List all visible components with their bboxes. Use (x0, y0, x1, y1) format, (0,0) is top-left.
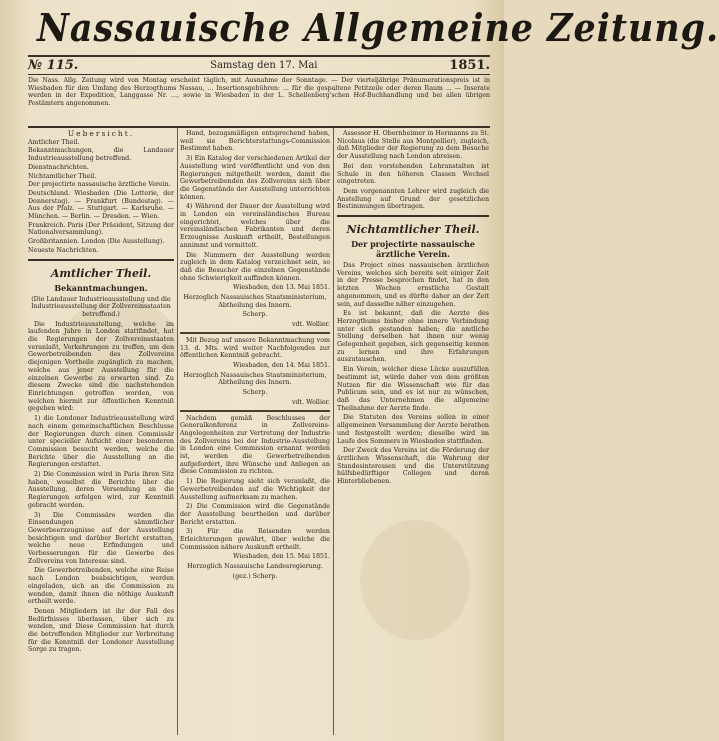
section-heading-official: Amtlicher Theil. (50, 266, 152, 280)
signature-place: Wiesbaden, den 14. Mai 1851. (232, 361, 330, 369)
article-paragraph: Das Project eines nassauischen ärztlichen Vereins, welches sich bereits seit einiger Zeit in der Presse besprochen findet, hat in den letzten Wochen ernstliche Gestalt angenommen, und es dürfte daher an der Zeit sein, auf dasselbe näher einzugehen. (337, 262, 489, 308)
column-divider (177, 128, 178, 735)
issue-date: Samstag den 17. Mai (210, 59, 318, 71)
intro-rule (28, 126, 490, 128)
section-rule (337, 215, 489, 217)
article-paragraph: 2) Die Commission wird in Paris ihren Sitz haben, woselbst die Berichte über die Ausstellung, deren Versendung an die Regierungen erfolgen wird, zur Kenntniß gebracht werden. (28, 471, 174, 509)
column-1 (28, 130, 174, 735)
column-3 (337, 130, 489, 735)
toc-title: Uebersicht. (67, 129, 135, 138)
column-divider (333, 128, 334, 735)
article-paragraph: Nachdem gemäß Beschlusses der Generalkonferenz in Zollvereins-Angelegenheiten zur Vertretung der Industrie des Zollvereins bei der Industrie-Ausstellung in London eine Commission ernannt worden ist, werden die Gewerbetreibenden aufgefordert, ihre Wünsche und Anliegen an diese Commission zu richten. (180, 414, 330, 476)
signature-office: Herzoglich Nassauisches Staatsministerium, Abtheilung des Innern. (183, 294, 327, 309)
column-2 (180, 130, 330, 735)
signature-place: Wiesbaden, den 15. Mai 1851. (232, 553, 330, 561)
article-paragraph: Die Statuten des Vereins sollen in einer allgemeinen Versammlung der Aerzte berathen und festgestellt werden; dieselbe wird im Laufe des Sommers in Wiesbaden stattfinden. (337, 414, 489, 445)
divider (180, 410, 330, 412)
section-heading-unofficial: Nichtamtlicher Theil. (346, 223, 480, 237)
issue-line (28, 57, 490, 73)
signature-office: Herzoglich Nassauisches Staatsministerium, Abtheilung des Innern. (183, 371, 327, 387)
signature-name: (gez.) Scherp. (232, 572, 278, 580)
announcements-heading: Bekanntmachungen. (54, 282, 148, 293)
issue-number: № 115. (28, 57, 79, 73)
announcement-note: (Die Landauer Industrieausstellung und die Industrieausstellung der Zollvereinsstaaten betreffend.) (31, 295, 171, 318)
masthead-title: Nassauische Allgemeine Zeitung. (37, 5, 719, 50)
article-paragraph: Ein Verein, welcher diese Lücke auszufüllen bestimmt ist, würde daher von dem größten Nutzen für die Wissenschaft wie für das Publicum sein, und es ist nur zu wünschen, daß das Unternehmen die allgemeine Theilnahme der Aerzte finde. (337, 366, 489, 412)
subscription-info: Die Nass. Allg. Zeitung wird von Montag erscheint täglich, mit Ausnahme der Sonntage. — Der vierteljährige Pränumerationspreis ist in Wiesbaden für den Umfang des Herzogthums Nassau, ... Insertionsgebühren: ... für die gespaltene Petitzeile oder deren Raum ... — Inserate werden in der Expedition, Langgasse Nr. ..., sowie in Wiesbaden in der L. Schellenberg'schen Hof-Buchhandlung und bei allen übrigen Postämtern angenommen. (28, 77, 490, 107)
divider (180, 332, 330, 334)
signature-secretary: vdt. Wollier. (291, 321, 330, 329)
article-paragraph: 1) die Londoner Industrieausstellung wird nach einem gemeinschaftlichen Beschlusse der Regierungen durch einen Commissär unter specieller Aufsicht einer besonderen Commission besucht werden, welche die Berichte über die Ausstellung an die Regierungen erstattet. (28, 415, 174, 469)
issue-rule (28, 74, 490, 75)
table-of-contents (28, 130, 174, 255)
issue-year: 1851. (449, 57, 490, 73)
article-paragraph: 3) Ein Katalog der verschiedenen Artikel der Ausstellung wird veröffentlicht und von den Regierungen mitgetheilt werden, damit die Gewerbetreibenden des Zollvereins sich über die Gegenstände der Ausstellung unterrichten können. (180, 155, 330, 201)
article-paragraph: Die Nummern der Ausstellung werden zugleich in dem Katalog verzeichnet sein, so daß die Besucher die einzelnen Gegenstände ohne Schwierigkeit auffinden können. (180, 251, 330, 282)
signature-place: Wiesbaden, den 13. Mai 1851. (232, 284, 330, 292)
toc-item: Großbritannien. London (Die Ausstellung). (28, 238, 165, 246)
signature-name: Scherp. (242, 311, 268, 319)
article-paragraph: Bei den vorstehenden Lehranstalten ist Schule in den höheren Classen Wechsel eingetreten. (337, 162, 489, 186)
toc-item: Bekanntmachungen, die Landauer Industrieausstellung betreffend. (28, 147, 174, 163)
article-paragraph: Die Gewerbetreibenden, welche eine Reise nach London beabsichtigen, werden eingeladen, sich an die Commission zu wenden, damit ihnen die nöthige Auskunft ertheilt werde. (28, 567, 174, 606)
article-paragraph: 3) Die Commissäre werden die Einsendungen sämmtlicher Gewerbeerzeugnisse auf der Ausstellung besichtigen und darüber Bericht erstatten, welche neue Erfindungen und Verbesserungen für die Gewerbe des Zollvereins von Interesse sind. (28, 511, 174, 565)
article-paragraph: Der Zweck des Vereins ist die Förderung der ärztlichen Wissenschaft, die Wahrung der Standesinteressen und die Unterstützung hülfsbedürftiger Collegen und deren Hinterbliebenen. (337, 447, 489, 486)
toc-item: Der projectirte nassauische ärztliche Verein. (28, 181, 171, 189)
signature-secretary: vdt. Wollier. (291, 398, 330, 406)
toc-item: Amtlicher Theil. (28, 138, 80, 146)
section-rule (28, 259, 174, 261)
toc-item: Deutschland. Wiesbaden (Die Lotterie, der Donnerstag). — Frankfurt (Bundestag). — Aus der Pfalz. — Stuttgart. — Karlsruhe. — München. — Berlin. — Dresden. — Wien. (28, 189, 174, 221)
article-paragraph: Die Industrieausstellung, welche im laufenden Jahre in London stattfindet, hat die Regierungen der Zollvereinsstaaten veranlaßt, Vorkehrungen zu treffen, um den Gewerbetreibenden des Zollvereins diejenigen Vortheile zugänglich zu machen, welche aus jener Ausstellung für die einzelnen Gewerbe zu erwarten sind. Zu diesem Zwecke sind die nachstehenden Einrichtungen getroffen worden, von welchen hiermit zur öffentlichen Kenntniß gegeben wird: (28, 320, 174, 413)
article-paragraph: Assessor H. Obernheimer in Hermanns zu St. Nicolaus (die Stelle aus Montpellier), zugleich, daß Mitglieder der Regierung zu dem Besuche der Ausstellung nach London abreisen. (337, 130, 489, 161)
article-paragraph: 1) Die Regierung sieht sich veranlaßt, die Gewerbetreibenden auf die Wichtigkeit der Ausstellung aufmerksam zu machen. (180, 478, 330, 501)
signature-name: Scherp. (242, 389, 268, 397)
article-paragraph: Mit Bezug auf unsere Bekanntmachung vom 13. d. Mts. wird weiter Nachfolgendes zur öffentlichen Kenntniß gebracht. (180, 336, 330, 360)
toc-item: Frankreich. Paris (Der Präsident, Sitzung der Nationalversammlung). (28, 221, 174, 237)
article-title: Der projectirte nassauische ärztliche Verein. (351, 239, 475, 260)
article-paragraph: 2) Die Commission wird die Gegenstände der Ausstellung beurtheilen und darüber Bericht erstatten. (180, 503, 330, 526)
article-paragraph: Es ist bekannt, daß die Aerzte des Herzogthums bisher ohne innere Verbindung unter sich gestanden haben; die amtliche Stellung derselben hat ihnen nur wenig Gelegenheit gegeben, sich gegenseitig kennen zu lernen und ihre Erfahrungen auszutauschen. (337, 310, 489, 364)
article-paragraph: Hand, bezugsmäßigen entsprechend haben, weil sie Berichterstattungs-Commission Bestimmt haben. (180, 130, 330, 153)
article-paragraph: 4) Während der Dauer der Ausstellung wird in London ein vereinsländisches Bureau eingerichtet, welches über die vereinsländischen Fabrikanten und deren Erzeugnisse Auskunft ertheilt, Bestellungen annimmt und vermittelt. (180, 203, 330, 249)
signature-office: Herzoglich Nassauische Landesregierung. (187, 563, 323, 571)
article-paragraph: 3) Für die Reisenden werden Erleichterungen gewährt, über welche die Commission nähere Auskunft ertheilt. (180, 528, 330, 551)
toc-item: Nichtamtlicher Theil. (28, 172, 97, 180)
article-paragraph: Dem vorgenannten Lehrer wird zugleich die Anstellung auf Grund der gesetzlichen Bestimmungen übertragen. (337, 187, 489, 211)
article-paragraph: Denen Mitgliedern ist ihr der Fall des Bedürfnisses überlassen, über sich zu wenden, und Diese Commission hat durch die betreffenden Mitglieder zur Verbreitung für die Kenntniß der Londoner Ausstellung Sorge zu tragen. (28, 607, 174, 654)
toc-item: Dienstnachrichten. (28, 163, 89, 171)
toc-item: Neueste Nachrichten. (28, 246, 99, 254)
